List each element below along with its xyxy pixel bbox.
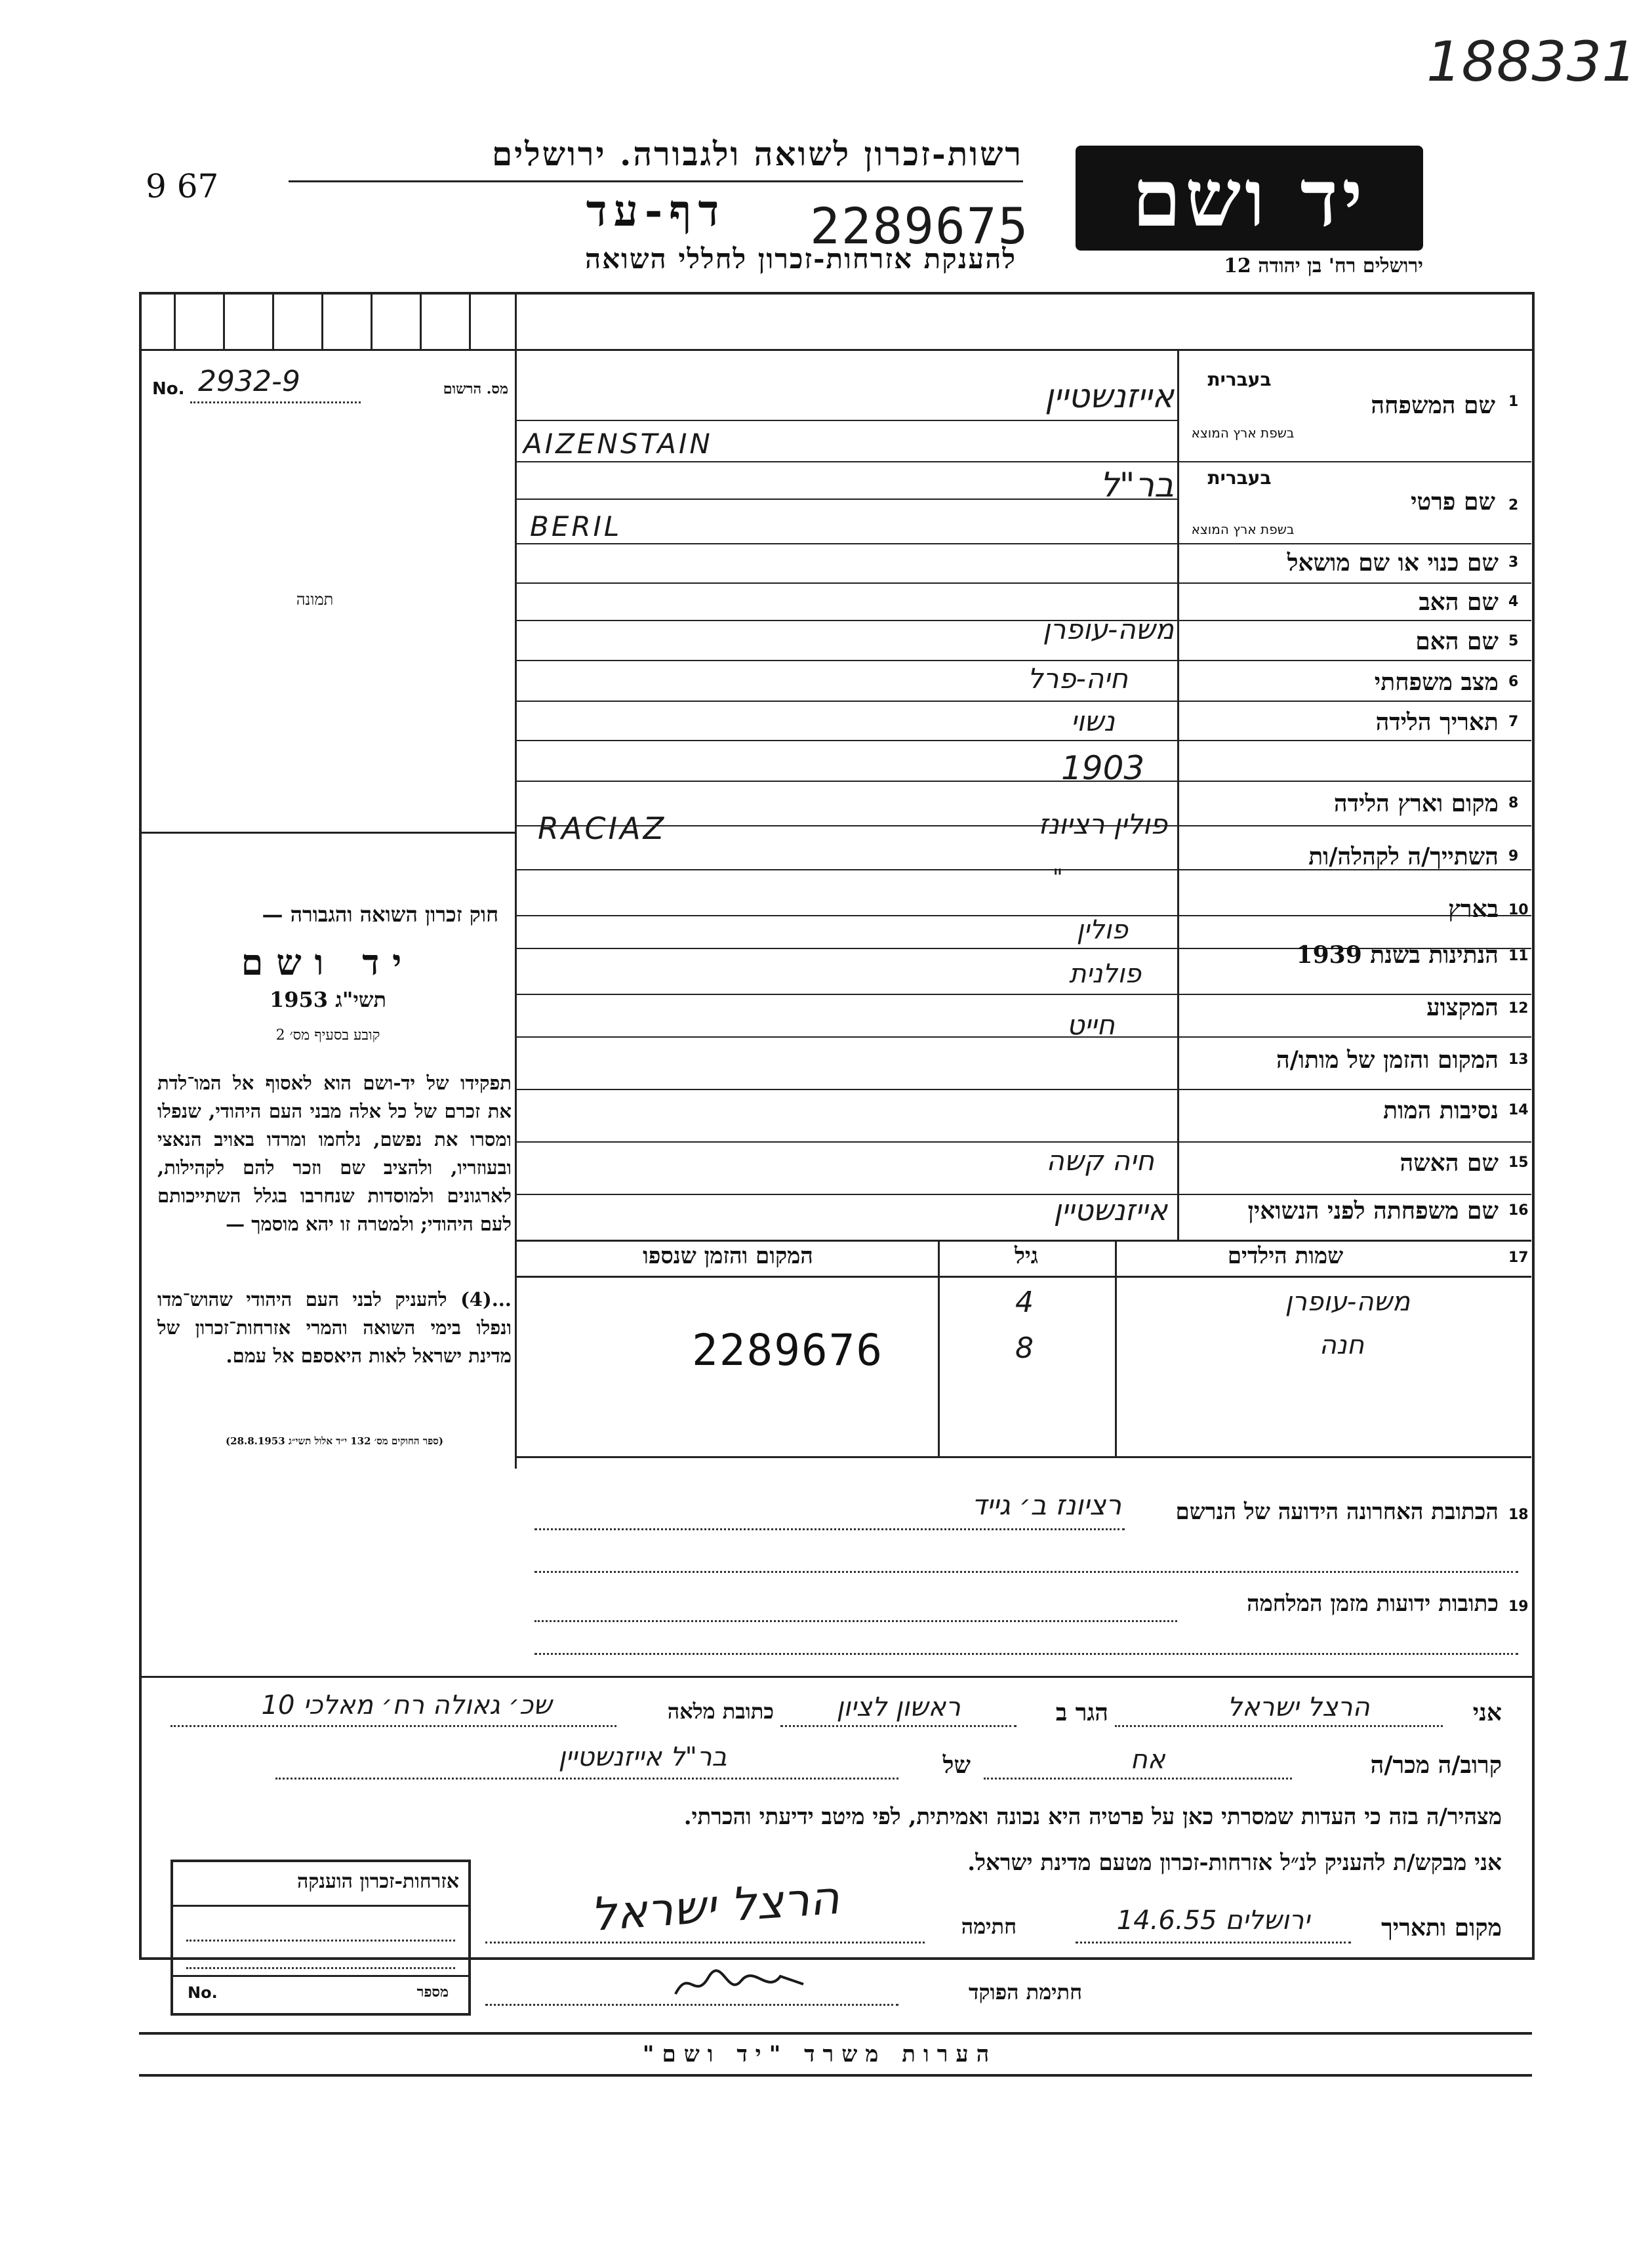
child-2-name: חנה (1319, 1330, 1364, 1360)
field-5-value: חיה-פרל (1027, 662, 1128, 695)
field-18-value: רציונז ב׳ גייד (971, 1489, 1121, 1521)
field-15-label: שם האשה (1400, 1149, 1499, 1177)
decl-resides: הגר ב (1055, 1699, 1108, 1726)
decl-place-date: ירושלים 14.6.55 (1116, 1905, 1310, 1936)
field-9-label: השתייך/ה לקהלה/ות (1308, 843, 1499, 870)
official-signature-scribble (669, 1964, 813, 2004)
law-name: יד ושם (241, 941, 415, 983)
field-6-label: מצב משפחתי (1374, 668, 1499, 696)
child-1-name: משה-עופרן (1285, 1287, 1410, 1317)
field-1-label: שם המשפחה (1371, 392, 1495, 419)
field-12-number: 12 (1508, 1000, 1529, 1017)
field-19-label: כתובות ידועות מזמן המלחמה (1247, 1591, 1499, 1617)
field-4-number: 4 (1508, 594, 1519, 610)
children-row-number: 17 (1508, 1250, 1529, 1266)
law-body: תפקידו של יד-ושם הוא לאסוף אל המו־לדת את זכרם של כל אלה מבני העם היהודי, שנפלו ומסרו את נפשם, נלחמו ומרדו באויב הנאצי ובעוזריו, ולהציב שם וזכר להם לקהילות, לארגונים ולמוסדות שנחרבו בגלל השתייכותם לעם היהודי; ולמטרה זו יהא מוסמך — (157, 1072, 512, 1235)
field-8-label: מקום וארץ הלידה (1333, 790, 1499, 817)
official-signature (669, 1964, 813, 2004)
field-8-value-latin: RACIAZ (538, 811, 667, 846)
decl-address-label: כתובת מלאה (667, 1699, 774, 1724)
field-12-value: חייט (1066, 1009, 1115, 1041)
field-15-value: חיה קשה (1046, 1145, 1154, 1177)
decl-city: ראשון לציון (836, 1692, 961, 1722)
decl-of: של (942, 1751, 971, 1779)
decl-declarant: הרצל ישראל (1227, 1692, 1370, 1722)
law-item-4: ...(4) להעניק לבני העם היהודי שהוש־מדו ונפלו בימי השואה והמרי אזרחות־זכרון של מדינת ישראל לאות היאספם אל עמם. (157, 1288, 512, 1367)
field-10-label: בארץ (1448, 895, 1499, 923)
children-col-age: גיל (1014, 1243, 1039, 1269)
decl-signature-label: חתימה (961, 1914, 1017, 1939)
field-7-number: 7 (1508, 714, 1519, 730)
child-1-age: 4 (1015, 1286, 1034, 1319)
decl-relation: אח (1130, 1745, 1165, 1775)
office-notes-label: הערות משרד "יד ושם" (642, 2041, 997, 2067)
registration-label: מס. הרשום (443, 380, 508, 397)
field-8-number: 8 (1508, 795, 1519, 811)
form-title: דף-עד (586, 185, 726, 236)
field-19-number: 19 (1508, 1598, 1529, 1615)
child-2-age: 8 (1015, 1332, 1034, 1365)
yad-vashem-logo (1076, 146, 1423, 251)
field-1-value-hebrew: אייזנשטיין (1045, 377, 1174, 415)
field-2-sub-hebrew: בעברית (1207, 467, 1272, 489)
field-12-label: המקצוע (1426, 994, 1499, 1021)
registration-number: 2932-9 (198, 365, 300, 398)
form-subtitle: להענקת אזרחות-זכרון לחללי השואה (584, 243, 1017, 275)
decl-relative-label: קרוב/ה מכר/ה (1370, 1751, 1502, 1779)
granted-box-title: אזרחות-זכרון הוענקה (296, 1870, 459, 1893)
field-6-number: 6 (1508, 674, 1519, 690)
field-6-value: נשוי (1070, 705, 1115, 737)
field-10-value: פולין (1076, 915, 1128, 945)
stamp-number-top: 2289675 (810, 197, 1030, 255)
field-16-value: אייזנשטיין (1053, 1194, 1167, 1227)
field-11-label: הנתינות בשנת 1939 (1296, 941, 1499, 969)
field-11-number: 11 (1508, 948, 1529, 964)
field-13-number: 13 (1508, 1051, 1529, 1068)
field-4-value: משה-עופרן (1043, 613, 1174, 645)
field-2-sub-origin: בשפת ארץ המוצא (1191, 521, 1295, 537)
official-signature-label: חתימת הפוקד (969, 1980, 1082, 2005)
field-11-value: פולנית (1069, 959, 1141, 989)
law-title: חוק זכרון השואה והגבורה — (262, 902, 498, 927)
field-3-number: 3 (1508, 554, 1519, 571)
field-1-sub-hebrew: בעברית (1207, 369, 1272, 390)
field-2-value-hebrew: בר"ל (1100, 466, 1174, 505)
field-9-number: 9 (1508, 848, 1519, 865)
logo-text: יד ושם (1132, 152, 1367, 245)
field-4-label: שם האב (1419, 588, 1499, 616)
decl-request: אני מבקש/ת להעניק לנ״ל אזרחות-זכרון מטעם מדינת ישראל. (967, 1850, 1502, 1876)
law-clause: קובע בסעיף מס׳ 2 (275, 1027, 380, 1044)
field-18-number: 18 (1508, 1507, 1529, 1523)
declarant-signature: הרצל ישראל (588, 1870, 841, 1942)
field-2-value-latin: BERIL (530, 510, 622, 542)
archive-number: 188331 (1426, 30, 1637, 94)
children-col-place: המקום והזמן שנספו (643, 1243, 813, 1269)
decl-of-name: בר"ל אייזנשטיין (558, 1742, 727, 1772)
field-13-label: המקום והזמן של מותו/ה (1276, 1046, 1499, 1074)
granted-box (171, 1860, 471, 2016)
granted-box-no: No. (188, 1984, 218, 2002)
decl-ani: אני (1472, 1699, 1502, 1726)
field-14-label: נסיבות המות (1383, 1097, 1499, 1124)
field-7-value: 1903 (1061, 749, 1145, 787)
field-16-label: שם משפחתה לפני הנשואין (1247, 1197, 1499, 1225)
field-9-value: " (1053, 865, 1063, 891)
field-1-sub-origin: בשפת ארץ המוצא (1191, 425, 1295, 441)
child-2-place-stamp: 2289676 (692, 1325, 884, 1375)
field-1-value-latin: AIZENSTAIN (523, 428, 713, 460)
registration-no-label: No. (152, 379, 185, 399)
law-year: תשי"ג 1953 (270, 987, 386, 1012)
field-2-number: 2 (1508, 497, 1519, 514)
field-2-label: שם פרטי (1411, 488, 1495, 516)
field-16-number: 16 (1508, 1202, 1529, 1219)
decl-place-date-label: מקום ותאריך (1381, 1914, 1502, 1942)
field-14-number: 14 (1508, 1102, 1529, 1118)
photo-label: תמונה (296, 590, 334, 609)
field-3-label: שם כנוי או שם מושאל (1287, 549, 1499, 577)
field-18-label: הכתובת האחרונה הידועה של הנרשם (1175, 1499, 1499, 1525)
field-10-number: 10 (1508, 902, 1529, 918)
law-source: (ספר החוקים מס׳ 132 י״ד אלול תשי״ג 28.8.1953) (226, 1435, 443, 1447)
office-address: ירושלים רח' בן יהודה 12 (1224, 254, 1423, 277)
children-col-names: שמות הילדים (1227, 1243, 1344, 1269)
decl-statement: מצהיר/ה בזה כי העדות שמסרתי כאן על פרטיה היא נכונה ואמיתית, לפי מיטב ידיעתי והכרתי. (683, 1804, 1502, 1830)
authority-line: רשות-זכרון לשואה ולגבורה. ירושלים (491, 134, 1023, 173)
left-reference: 9 67 (146, 167, 219, 205)
field-15-number: 15 (1508, 1154, 1529, 1171)
field-1-number: 1 (1508, 394, 1519, 410)
field-7-label: תאריך הלידה (1375, 708, 1499, 736)
field-8-value: פולין רציונז (1038, 808, 1167, 840)
granted-box-number-label: מספר (416, 1984, 449, 2001)
field-5-number: 5 (1508, 633, 1519, 649)
field-5-label: שם האם (1415, 628, 1499, 655)
decl-address: שכ׳ גאולה רח׳ מאלכי 10 (261, 1690, 552, 1720)
